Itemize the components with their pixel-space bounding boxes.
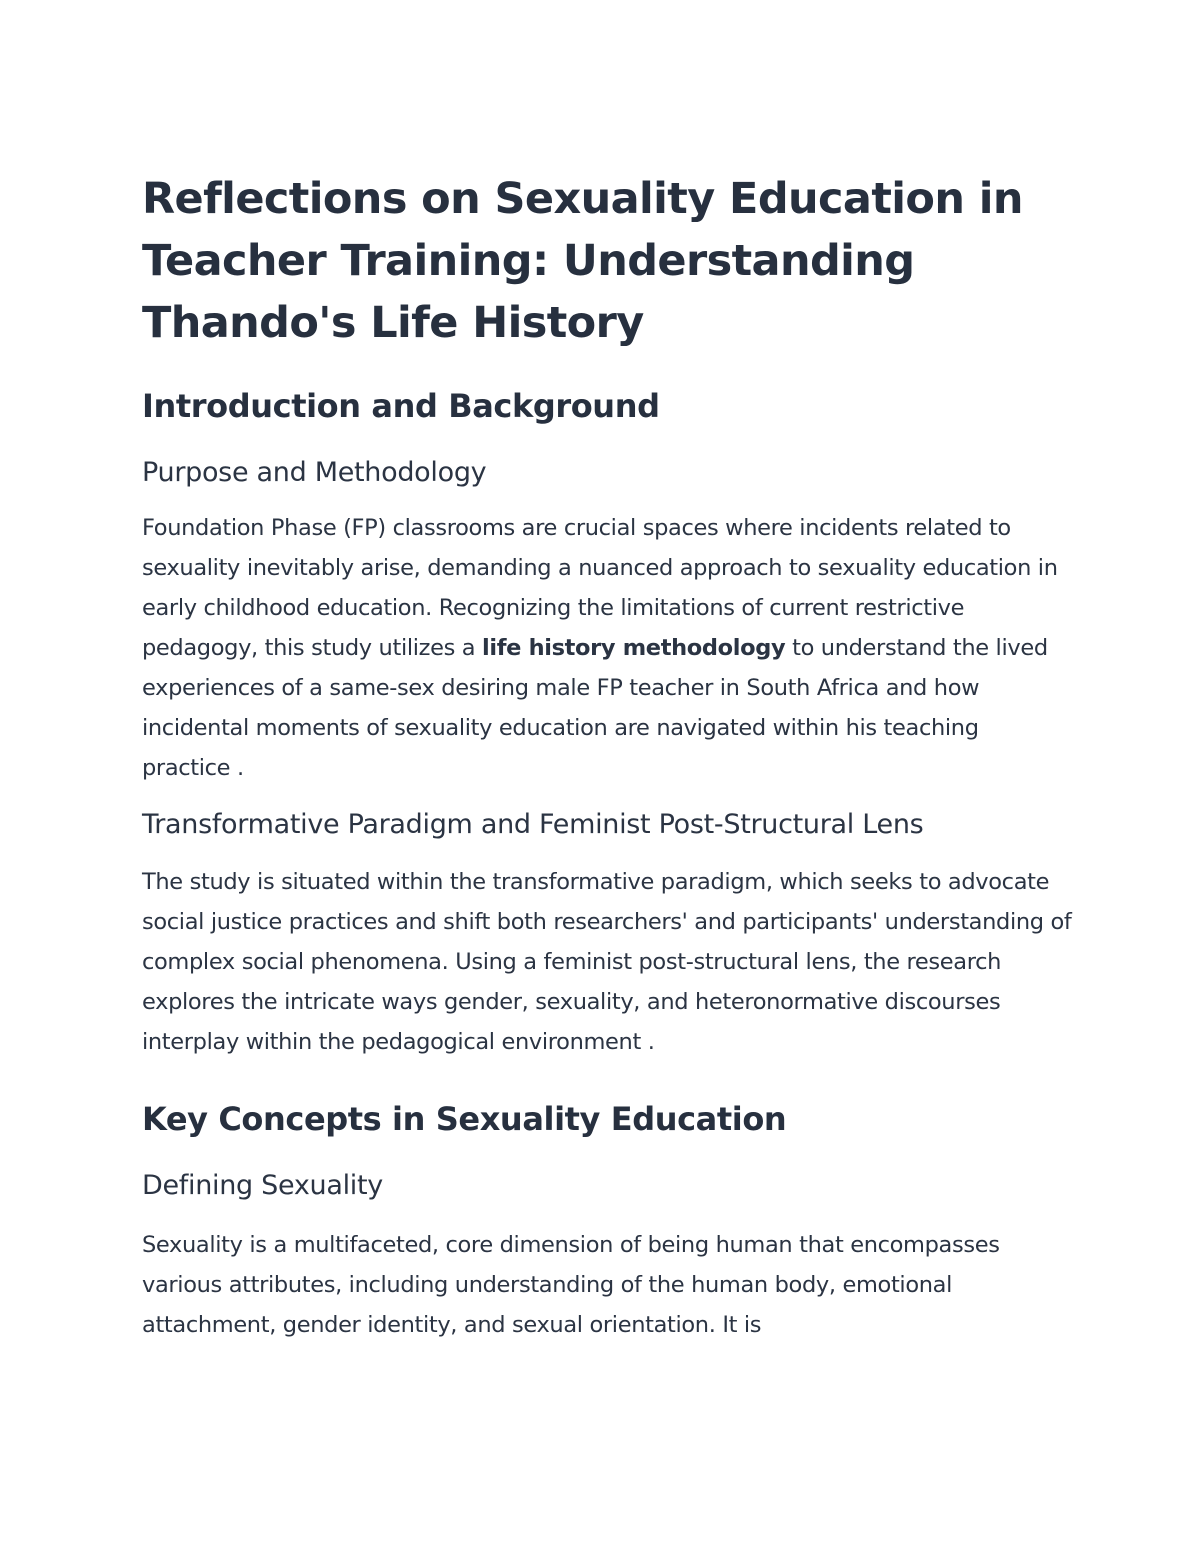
- section-heading-introduction: Introduction and Background: [142, 387, 660, 425]
- document-page: [142, 168, 1072, 1345]
- bold-term: life history methodology: [482, 635, 786, 661]
- paragraph-text: to understand the lived experiences of a same-sex desiring male FP teacher in South Africa and how incidental moments of sexuality education are navigated within his teaching practice .: [142, 635, 1048, 781]
- subsection-heading-defining: Defining Sexuality: [142, 1170, 383, 1201]
- paragraph-defining: Sexuality is a multifaceted, core dimension of being human that encompasses various attributes, including understanding of the human body, emotional attachment, gender identity, and sexual orientation. It is: [142, 1232, 1000, 1338]
- paragraph-transformative: The study is situated within the transformative paradigm, which seeks to advocate social justice practices and shift both researchers' and participants' understanding of complex social phenomena. Using a feminist post-structural lens, the research explores the intricate ways gender, sexuality, and heteronormative discourses interplay within the pedagogical environment .: [142, 869, 1072, 1055]
- section-heading-key-concepts: Key Concepts in Sexuality Education: [142, 1100, 787, 1138]
- document-title: Reflections on Sexuality Education in Teacher Training: Understanding Thando's Life History: [142, 174, 1023, 348]
- subsection-heading-transformative: Transformative Paradigm and Feminist Post-Structural Lens: [142, 809, 924, 840]
- subsection-heading-purpose: Purpose and Methodology: [142, 457, 487, 488]
- paragraph-text: Foundation Phase (FP) classrooms are crucial spaces where incidents related to sexuality inevitably arise, demanding a nuanced approach to sexuality education in early childhood education. Recognizing the limitations of current restrictive pedagogy, this study utilizes a: [142, 515, 1058, 661]
- paragraph-purpose: [142, 508, 1072, 788]
